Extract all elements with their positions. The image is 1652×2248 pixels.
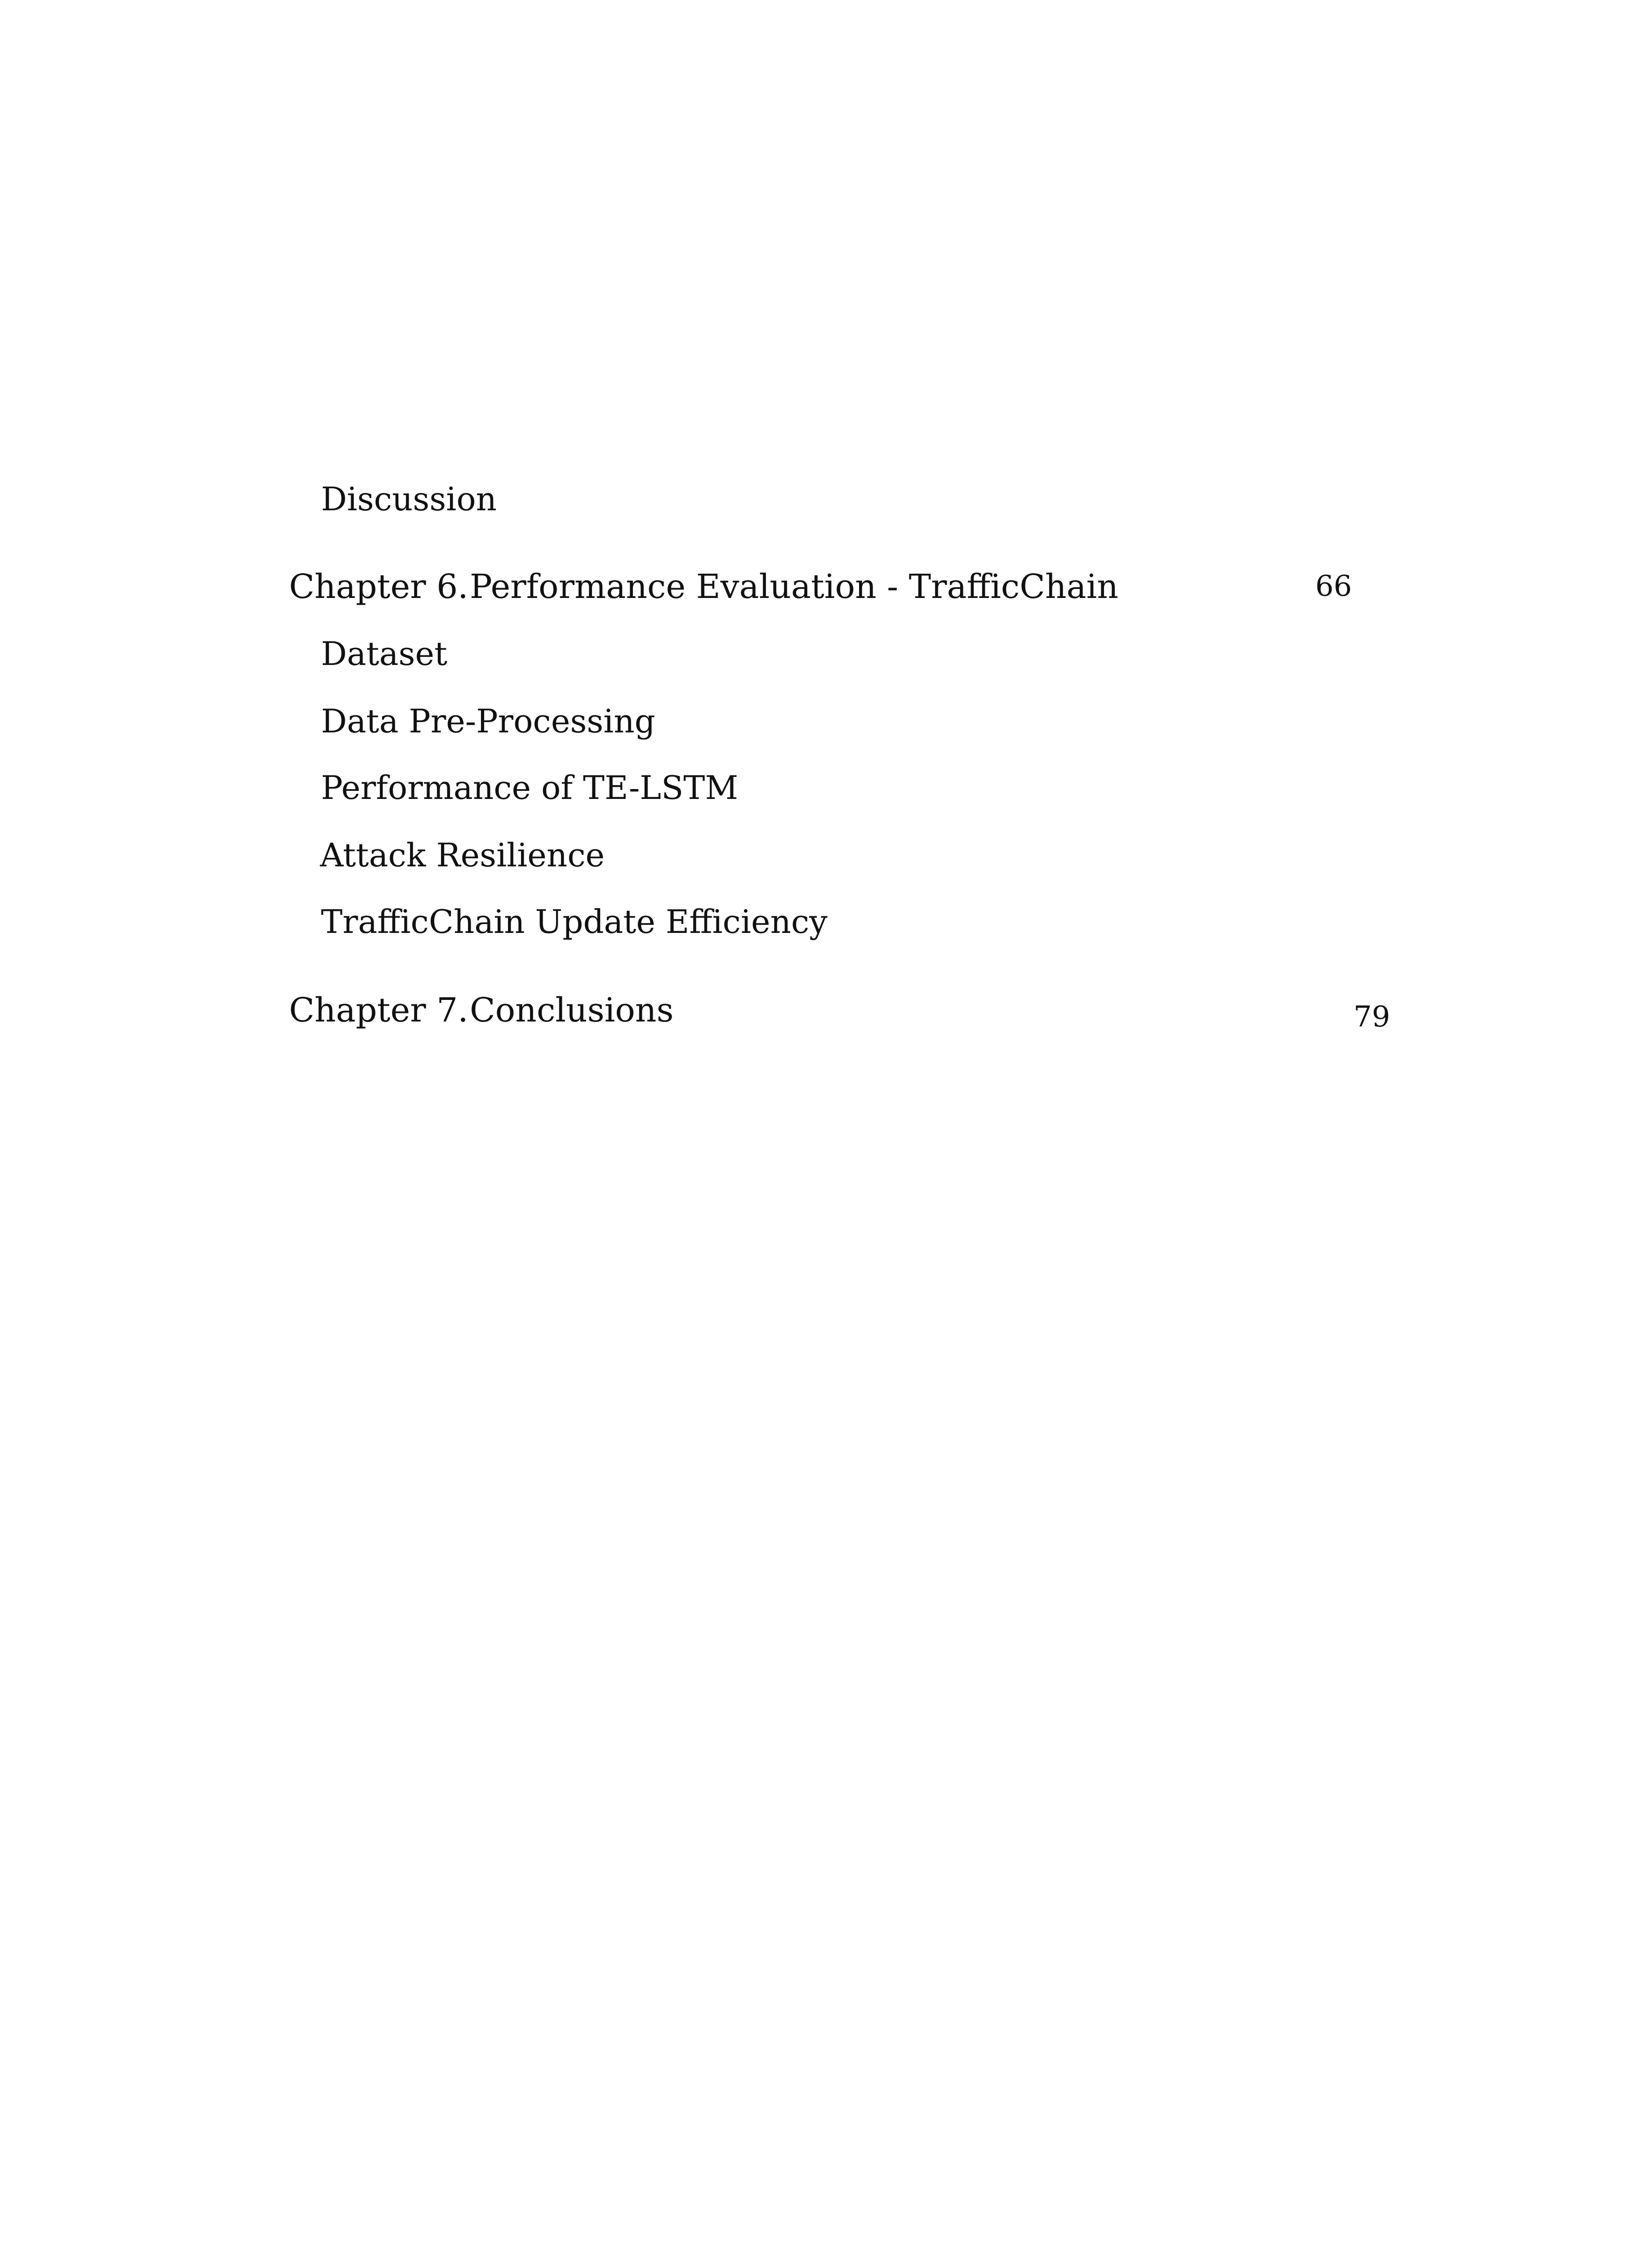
toc-section-performance-te-lstm: Performance of TE-LSTM [321,769,739,807]
chapter-7-label: Chapter 7. [289,991,468,1030]
toc-section-discussion: Discussion [321,480,497,518]
toc-section-dataset: Dataset [321,635,448,673]
chapter-6-title: Performance Evaluation - TrafficChain [470,567,1118,606]
chapter-7-page-number: 79 [1354,1000,1390,1034]
chapter-7-title: Conclusions [470,991,674,1030]
toc-section-update-efficiency: TrafficChain Update Efficiency [321,903,828,941]
toc-section-data-pre-processing: Data Pre-Processing [321,702,655,740]
chapter-6-label: Chapter 6. [289,567,468,606]
toc-section-attack-resilience: Attack Resilience [320,836,605,874]
chapter-6-page-number: 66 [1315,570,1352,603]
